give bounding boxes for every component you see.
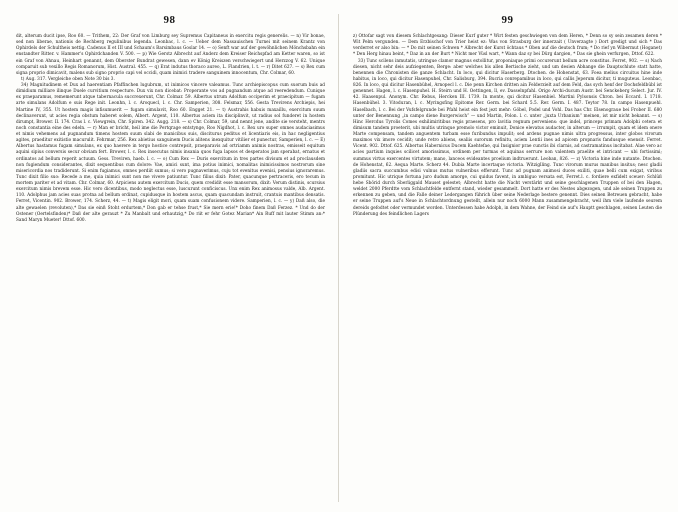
- right-paragraph-2: 33) Tunc scilens inmutatis, utringue clamor magnus extollitur, proponiaque primi occurerunt bellum acre constitus. Ferret, 902. — s) Nach diesen, nicht sehr deis aufziegenten, Berge: aber welches bis allen Bertische zieht, und um desien Abhange die Dauptschlute statt hatte, benennen die Chronisten die ganze Schlacht. In loco, qui dicitur Haserberg. Dtochen. de Hohenstat, 63. Foea melius circuitus hine inde habitus, in loco, qui dicitur Hasenpuhel, Chr. Salisburg, 394. Bucria conrepamibus in loco, qui callis Jeperum dicitur, ti muguteus. Leonbac, 826. In loco, qui dicitur Hasenbühel, Arnopecl l. c. Die penn Kirchen dritten ain Felderzielt auf dem Feld, das sych henf der Dochsfeldbübl ist genennet. Hagen, l. c. Hasenpuhel. H. Steirn und H. Oettingen, ll, ev. Dasselnpfahl. Origo Archi-ducum Austr. bei Senckeberg Select. Jur. IV. 42. Haasenpul. Anonym. Chr. Rebus, Hercken III. 1739. In monte, qui dicitur Hasenbiel. Martini Pylsonsis Chron. bei Eccard. I. 1718. Hasenbühel. 3. Vitoduran, l. c. Myringsfing Epitome Rer. Germ. bei Schard 5.5. Rer. Germ. I. 487. Teytor 78. In campo Hasenpuehl. Haselbach, l. c. Bei der Vufsfelgrunde bei Pfahl heist ein fest jezt mehr: Göbel, Podel und Vohl. Das has Chr. Elsenograue bei Frober II. 680 unter der Benennung „in campo diene Burgerwisch“ — und Martin, Polon. l. c. unter „juxta Urbanium“ meinen, ist mir nicht bekannt. — s) Hinc Hercdus Tyrolis Comes exhilimiritibus regis praesens, pro lavitia regnum perveniens: que indel, princeps primam Adolphi cetera et dimisum tandem proeterit, ubi multis utrinque premolo victor eminuit, Donice elevatus audacter, in alterum — irrumpit, quam et idem onere Marte compensam, tandem anguentem turbam esse furibundus impulit; sed ardens pugnae nimis ultra progressus, inter globos virorum maximos vix imore cecidit; unde retro abiens, sealiis surorum refinitu, aciem Lentii ines ad apicem propnaris fandusque enensit. Ferret. Vicent. 902. Dttof. 625. Albertus Habernicus Ducem Kaehtefae, qui Insignior prae cunctis ibi clarnis, ad castramatinus incitabat. Alae vero ac acies partium inquies scilicet amorissimus, ordinem per turmas et aquinas serrure non valentem praelite et intricant — ubi fortissimi; summus virtus exercentes virtutem; mano, lanceos evideantes proelium indtruerunt. Leoban, 826. — z) Victoria hine inde nutante. Dtochen. de Hohenstat, 62. Aequa Marte. Scherz 44. Dubia Marte incertaque victoria. Witziglling. Tunc virorum murus manibus insitus; nesc gladii gladiis sacra succumbus edisi vulnus mutus vulneribus efferunt. Tunc ad pugnam animosi duces exiliti, quae belli cum exigat, viribus promitunt. Hic utrique fortuna juro dudum amorge, cui quidus favent, in ambiguo versata est, Ferret.l. c. fordiere exfidelt sceuer: Schlüß hebe Sbörid durch Sberliggald Mauset gelestet; Albrecht hatte die Nacht verstärkt und seine geschlagenen Truppen of bei den Hagen, weldet 2000 Pferdtte vom Schlachtfelde entfernt stand, wieder gesammelt. Dort hatte er des Nestes abgezogen, und ale seinen Truppen zu erkennen zu geben, und die Falle deiner Ledergangen führich über seine Nederlage bestere genennt. Dies seinen Betreuen gebracht, habe er seine Truppen auf's Neue in Schlachtordnung gestellt, allein nur noch 6000 Mann zusammengebracht, weil ihm viele laufende seurem dereids gefodtet oder vermundet worden. Unterdessen habe Adolph, in dem Wahne, der Feind sie auf's Hauptt geschlagen, seinen Leuten die Plünderung des feindlichen Lagers: [353, 57, 662, 216]
- left-page-body: [16, 33, 325, 502]
- left-page-column: [16, 14, 339, 502]
- left-paragraph-3: 34) Magnitudinem et Dux ad haerentiam Pfaffinchen lugubrum, ut inimicos vincere valeamus. Tunc archiepiscopus cum suorum buis ad dimidium milliare ilinque Duele curvitium respecture. Dux vix non dicebat: Properante vos ad pugnandum atque ad reeredendum. Cunique ex praeparamus, rememerunt atque tabernacula succrexerunt, Chr. Colmar. 59. Albertus utrum Adolfum occiperim et praecipitum — fugam arte simulans Adolfum e suis Rege init. Leonhn, l. c. Aroquecl, l. c. Chr. Samperien, 308. Felsmar, 556. Gesta Trevirens Archiepis, hei Martine IV, 355. Ut hostem magis infisumuerit — fugam simulavit, Roo 60. Engget 21. — t) Austrahis habuis maxaillu, exercitum suum declinaverunt, ut acies regia obstum haberet solem, Albert. Argent, 110. Albertus aciem ita disciplinvit, ut radius sol funderet in hostem dirumpt, Brower. II. 174. Cras l. c. Viewgrein, Chr. Spiren. 342. Augg. 218. — s) Chr. Colmar, 59, und nennt jene, andite sie versteht, mentrs noch constantia eine des edeln. — r) Man er bricht, heil ime die Pertqrage entstynge, Roo Nigdhot, l. c. Rex uro super omnes audaciasimus et nimis vehemens ad pugnandum timens hostem suum slabi de manicibus suis, disciturus peditus et licentiaris eis, in hac negligentius agites, praeditur exitistio macurulit. Fehrmar, 256. Rex abietius sanguinem Ducis alitens inexquitur vitilier et punectur, Samperien, l. c. — E) Albertus hastamus fugam simulans, ex quo haerere in tergo hostice contrepsit, praeparavis ad ortriamm animis nostras, emisseit equitum aquini sipius conversis secur obviam fert. Brower, l. c. Rex insecutus nimis insania quos fuga lapsos et desperatos jam sperabat, ernatus et ordinatos ad bellum reperit actuum. Gess. Treviren, haeb. l. c. — o) Cum Rex — Duris exercitum in tres partes divisum et ad proclausdem non fugiendum considerantes, dixit sequentibus cum dolore: Vae, amici sunt, ima potius inimici, nomalitas inimicissimos nostrorum sine misericordia nos tradiderunt. Si enim fugiamus, omnes perdiit sumus; si vero pugnaverimus, cuju tot evenitus evenisi, pensius ignoraremus. Tunc dixit filio suo: Recede a me, quia inimici sunt non me vivere patiuntur. Tunc filius dixit: Pater, quacunque pertraceris, ero tecum in mortem pariter et ad vitam. Chr. Colmar, 60. Arpiciens autem exercitum Ducis, quem credidit esse mansorum, dixit: Verum distinis, scursius exercitum nimis brevem esse. Hic vero dicentibus, modo neglectus esse, luscurunt conficiscus. Unx enim Rex animosus valde, Alb. Argent. 110. Adolphus jam acies suas protna ad bellum ordinat, cupidusque in hostem ascus, quam quacundam instruit, crantuis mantibus densatis. Ferret, Vicentin. 902. Brower, 174. Scherz, 44. — t) Magis eligit mori, quam suam confusionem videre. Samperien, l. c. — y) Daß also, die alte gewaelen (revoluten),* Das sie einß Stoht erdurtem,* Don gab er tehse frust,* Sie mern erie!* Doho finem Daß Ferzez. * Und do der Ostener (Oertelsfinden)* Daß der alte gerauzt * Zu Manbalt und erhautzig,* Do riit er fehr Gotez Marian* Ain Ruff mit lauter Stimm an:* Sand Maryn Mueter! Dttof. 600.: [16, 82, 325, 222]
- right-page-folio: 99: [501, 14, 514, 26]
- right-paragraph-1: z) Ottofar sagt von diesem Schlachtgesang: Dieser Kurf guter * Wirt festen geschwiegen von dem Heren, * Denn so sy sein zesamen deren * Wit Pelm vergunden. — Dem Erzbischof von Trier heist ez: Was von Strasburg der innerzait ( Unverzagte ) Dort gredigt und sich * Das verderret er also bin: — * Do mit seinen Schwen * Albrecht der Kurst öchtaus * Oben auf die deutsch frum; * Do rief yn Wibermut (Hoganet) * Den Herg hinau beint, * Daz in an der Burt * Nicht mer Vüsl wart, * Wann daz sy bei Dürg dargien, * Das sie ghein verfurgen, Dttof. 622.: [353, 33, 662, 57]
- left-paragraph-2: t) Aug. 317. Vergleiche oben Note 30 bis 3.: [21, 75, 115, 81]
- left-paragraph-1: dit, alterum ducit ipse, Roo 60. — Trithem, 22: Der Graf von Limburg sey Supremus Capitaneus in exercitu regis generelis. — n) Vir bonae, sed non liberae, nationis de Rechberg regulinibus legenda. Leonbac, l. c. — Ueber dem Nassauischen Turnei mit seinem Krantz von Ophirdels der Schultheis nettig. Cadenus II et III und Schaum's Barsimbaus Goslar 14. — o) Senft war auf der gewöhnlichen Mönchsbahn ein enstandter Ritter. v. Hammer's Ophirdchanden V. 500. — p) Wie Gerstz Albrecht auf Anderz dem Kreiser Reichspfad am Ketter waren, so ist ein Graf von Ahnau, Heinhart genannt, dem Oberster Bundrat gewesen, dann ev König Kreiszen verschwiegert und Herzzog V. 62. Unique comparuit sub vexillo Regis Romanorum, Hist. Austral. 455. — q) Erat indutus thoraco aureo, L. Flandrien, l. t. — r) Ditet 627. — s) Rex cum signa proprio dimicavit, malens sub signo proprio capi vel occidi, quam inimici tradere sanguinem innocentum, Chr. Colmar, 60.: [16, 33, 325, 75]
- left-page-folio: 98: [163, 14, 176, 26]
- right-page-column: [339, 14, 662, 502]
- right-page-body: [353, 33, 662, 502]
